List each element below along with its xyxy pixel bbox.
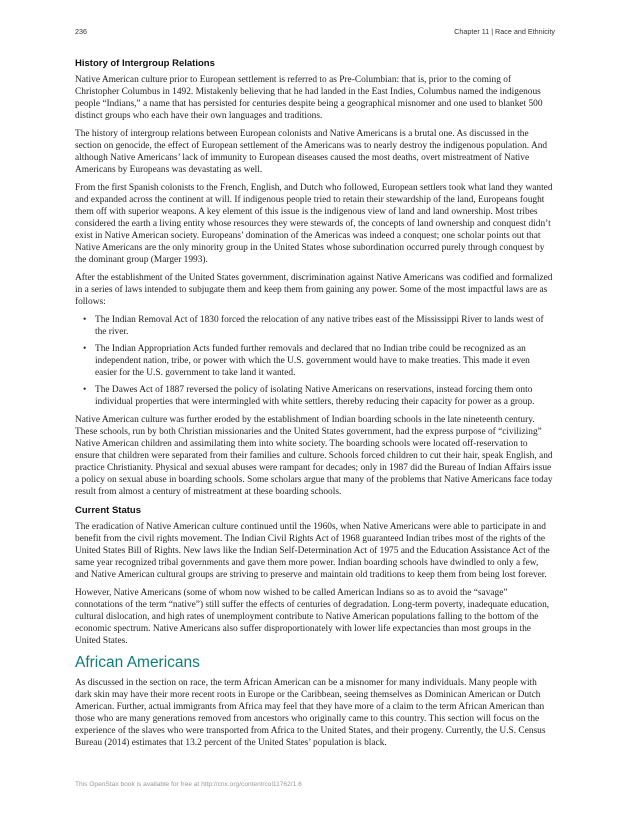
section-heading-current-status: Current Status — [75, 505, 141, 516]
chapter-title: Chapter 11 | Race and Ethnicity — [454, 27, 555, 36]
list-item: • The Dawes Act of 1887 reversed the policy of isolating Native Americans on reservations, instead forcing them onto individual properties that were intermingled with white settlers, thereby reducing their capacity for power as a group. — [95, 384, 554, 408]
page-header — [75, 27, 555, 39]
paragraph: However, Native Americans (some of whom now wished to be called American Indians so as to avoid the “savage” connotations of the term “native”) still suffer the effects of centuries of degradation. Long-term poverty, inadequate education, cultural dislocation, and high rates of unemployment contribute to Native American populations falling to the bottom of the economic spectrum. Native Americans also suffer disproportionately with lower life expectancies than most groups in the United States. — [75, 588, 550, 646]
paragraph: The eradication of Native American culture continued until the 1960s, when Native Americans were able to participate in and benefit from the civil rights movement. The Indian Civil Rights Act of 1968 guaranteed Indian tribes most of the rights of the United States Bill of Rights. New laws like the Indian Self-Determination Act of 1975 and the Education Assistance Act of the same year recognized tribal governments and gave them more power. Indian boarding schools have dwindled to only a few, and Native American cultural groups are striving to preserve and maintain old traditions to keep them from being lost forever. — [75, 522, 550, 580]
page-footer: This OpenStax book is available for free at http://cnx.org/content/col11762/1.6 — [75, 781, 302, 788]
paragraph: The history of intergroup relations between European colonists and Native Americans is a brutal one. As discussed in the section on genocide, the effect of European settlement of the Americans was to nearly destroy the indigenous population. And although Native Americans’ lack of immunity to European diseases caused the most deaths, overt mistreatment of Native Americans by Europeans was devastating as well. — [75, 129, 548, 175]
list-item: • The Indian Removal Act of 1830 forced the relocation of any native tribes east of the Mississippi River to lands west of the river. — [95, 314, 554, 338]
section-heading-african-americans: African Americans — [75, 654, 200, 671]
section-heading-history: History of Intergroup Relations — [75, 58, 215, 69]
page-content — [75, 57, 554, 755]
paragraph: As discussed in the section on race, the term African American can be a misnomer for many individuals. Many people with dark skin may have their more recent roots in Europe or the Caribbean, seeing themselves as Dominican American or Dutch American. Further, actual immigrants from Africa may feel that they have more of a claim to the term African American than those who are many generations removed from ancestors who originally came to this country. This section will focus on the experience of the slaves who were transported from Africa to the United States, and their progeny. Currently, the U.S. Census Bureau (2014) estimates that 13.2 percent of the United States’ population is black. — [75, 678, 546, 748]
paragraph: Native American culture was further eroded by the establishment of Indian boarding schools in the late nineteenth century. These schools, run by both Christian missionaries and the United States government, had the express purpose of “civilizing” Native American children and assimilating them into white society. The boarding schools were located off-reservation to ensure that children were separated from their families and culture. Schools forced children to cut their hair, speak English, and practice Christianity. Physical and sexual abuses were rampant for decades; only in 1987 did the Bureau of Indian Affairs issue a policy on sexual abuse in boarding schools. Some scholars argue that many of the problems that Native Americans face today result from almost a century of mistreatment at these boarding schools. — [75, 415, 553, 497]
paragraph: From the first Spanish colonists to the French, English, and Dutch who followed, European settlers took what land they wanted and expanded across the continent at will. If indigenous people tried to retain their stewardship of the land, Europeans fought them off with superior weapons. A key element of this issue is the indigenous view of land and land ownership. Most tribes considered the earth a living entity whose resources they were stewards of, the concepts of land ownership and conquest didn’t exist in Native American society. Europeans’ domination of the Americas was indeed a conquest; one scholar points out that Native Americans are the only minority group in the United States whose subordination occurred purely through conquest by the dominant group (Marger 1993). — [75, 183, 553, 265]
laws-list — [75, 314, 554, 408]
page-number: 236 — [75, 27, 87, 36]
paragraph: Native American culture prior to European settlement is referred to as Pre-Columbian: that is, prior to the coming of Christopher Columbus in 1492. Mistakenly believing that he had landed in the East Indies, Columbus named the indigenous people “Indians,” a name that has persisted for centuries despite being a geographical misnomer and one used to blanket 500 distinct groups who each have their own languages and traditions. — [75, 75, 543, 121]
list-item: • The Indian Appropriation Acts funded further removals and declared that no Indian tribe could be recognized as an independent nation, tribe, or power with which the U.S. government would have to make treaties. This made it even easier for the U.S. government to take land it wanted. — [95, 343, 554, 379]
paragraph: After the establishment of the United States government, discrimination against Native Americans was codified and formalized in a series of laws intended to subjugate them and keep them from gaining any power. Some of the most impactful laws are as follows: — [75, 273, 553, 307]
